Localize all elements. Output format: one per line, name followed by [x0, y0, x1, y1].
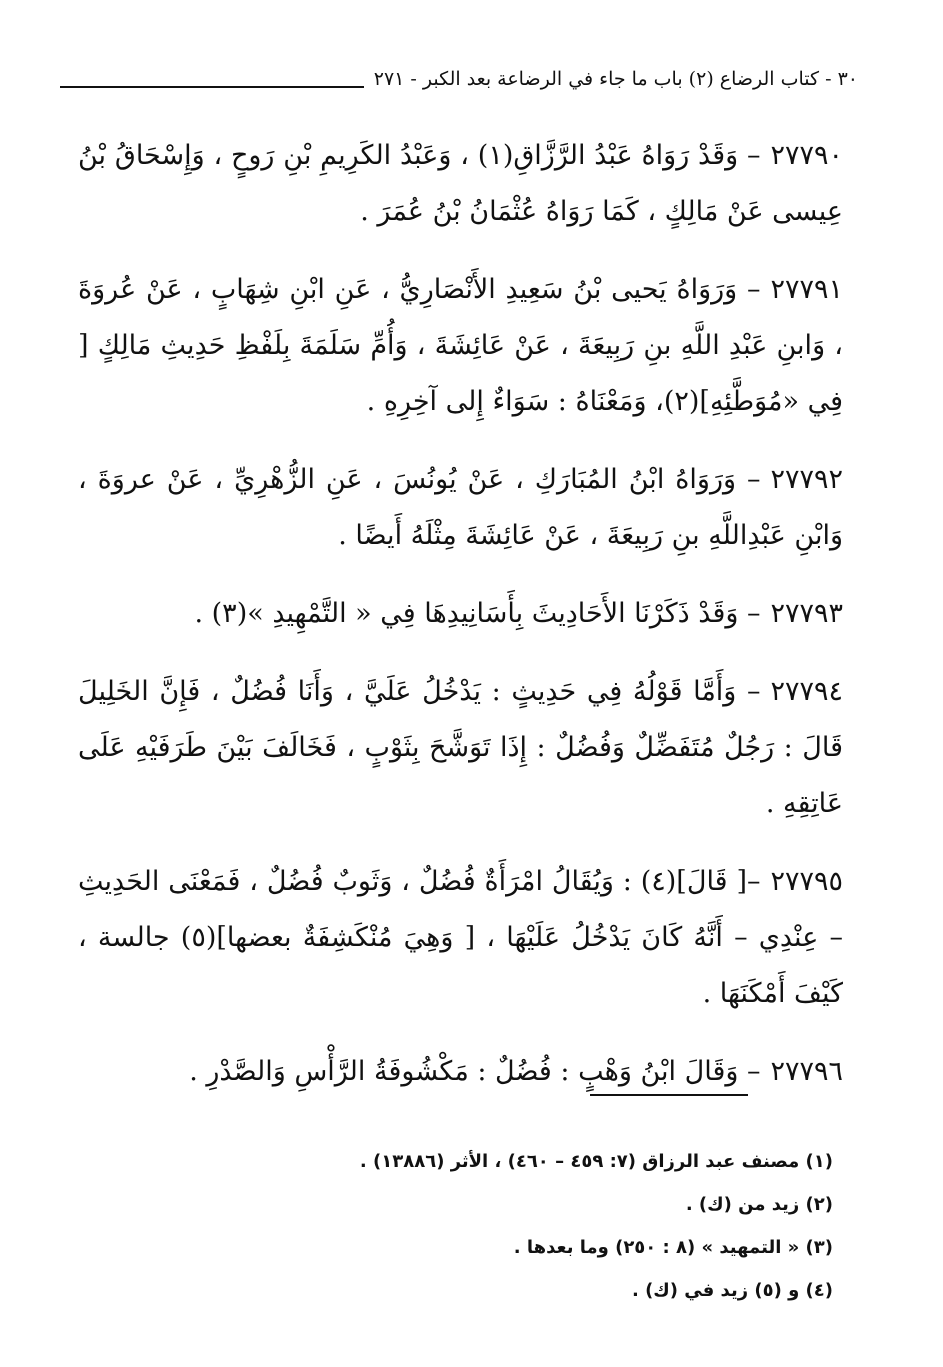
footnote: (٤) و (٥) زيد في (ك) .: [631, 1280, 833, 1301]
paragraph-number: ٢٧٧٩٦: [770, 1056, 843, 1087]
paragraph-number: ٢٧٧٩٤: [770, 676, 843, 707]
paragraph-text: – وَرَوَاهُ يَحيى بْنُ سَعِيدِ الأَنْصَارِيُّ ، عَنِ ابْنِ شِهَابٍ ، عَنْ عُروَةَ ، وَابنِ عَبْدِ اللَّهِ بنِ رَبِيعَةَ ، عَنْ عَائِشَةَ ، وَأُمِّ سَلَمَةَ بِلَفْظِ حَدِيثِ مَالِكٍ [ فِي «مُوَطَّئِهِ](٢)، وَمَعْنَاهُ : سَوَاءٌ إِلى آخِرِهِ .: [78, 274, 843, 417]
paragraph: [78, 586, 843, 642]
paragraph-text: – وَقَالَ ابْنُ وَهْبٍ : فُضُلٌ : مَكْشُوفَةُ الرَّأْسِ وَالصَّدْرِ .: [189, 1056, 761, 1087]
footnotes: [80, 1140, 833, 1312]
paragraph: [78, 452, 843, 564]
paragraph-number: ٢٧٧٩٥: [770, 866, 843, 897]
paragraph-text: – وَأَمَّا قَوْلُهُ فِي حَدِيثٍ : يَدْخُلُ عَلَيَّ ، وَأَنَا فُضُلٌ ، فَإِنَّ الخَلِيلَ قَالَ : رَجُلٌ مُتَفَضِّلٌ وَفُضُلٌ : إِذَا تَوَشَّحَ بِثَوْبٍ ، فَخَالَفَ بَيْنَ طَرَفَيْهِ عَلَى عَاتِقِهِ .: [78, 676, 843, 819]
paragraph-text: – وَقَدْ رَوَاهُ عَبْدُ الرَّزَّاقِ(١) ، وَعَبْدُ الكَرِيمِ بْنِ رَوحٍ ، وَإِسْحَاقُ بْنُ عِيسى عَنْ مَالِكٍ ، كَمَا رَوَاهُ عُثْمَانُ بْنُ عُمَرَ .: [78, 140, 843, 227]
footnote: (٣) « التمهيد » (٨ : ٢٥٠) وما بعدها .: [513, 1237, 833, 1258]
paragraph-number: ٢٧٧٩٣: [770, 598, 843, 629]
running-header: [60, 62, 858, 96]
paragraph: [78, 128, 843, 240]
header-rule: [60, 86, 364, 88]
paragraph-text: – وَقَدْ ذَكَرْنَا الأَحَادِيثَ بِأَسَانِيدِهَا فِي « التَّمْهِيدِ »(٣) .: [194, 598, 761, 629]
paragraph-number: ٢٧٧٩٠: [770, 140, 843, 171]
footnote-separator: [590, 1094, 748, 1096]
paragraph: [78, 262, 843, 430]
main-text: [78, 128, 843, 1122]
paragraph-text: –[ قَالَ](٤) : وَيُقَالُ امْرَأَةٌ فُضُلٌ ، وَثَوبٌ فُضُلٌ ، فَمَعْنَى الحَدِيثِ – عِنْدِي – أَنَّهُ كَانَ يَدْخُلُ عَلَيْهَا ، [ وَهِيَ مُنْكَشِفَةٌ بعضها](٥) جالسة ، كَيْفَ أَمْكَنَهَا .: [78, 866, 843, 1009]
header-title: ٣٠ - كتاب الرضاع (٢) باب ما جاء في الرضاعة بعد الكبر - ٢٧١: [373, 68, 858, 90]
paragraph: [78, 664, 843, 832]
paragraph: [78, 1044, 843, 1100]
footnote: (٢) زيد من (ك) .: [685, 1194, 833, 1215]
paragraph-number: ٢٧٧٩٢: [770, 464, 843, 495]
footnote: (١) مصنف عبد الرزاق (٧: ٤٥٩ – ٤٦٠) ، الأثر (١٣٨٨٦) .: [359, 1151, 833, 1172]
paragraph-number: ٢٧٧٩١: [770, 274, 843, 305]
paragraph-text: – وَرَوَاهُ ابْنُ المُبَارَكِ ، عَنْ يُونُسَ ، عَنِ الزُّهْرِيِّ ، عَنْ عروَةَ ، وَابْنِ عَبْدِاللَّهِ بنِ رَبِيعَةَ ، عَنْ عَائِشَةَ مِثْلَهُ أَيضًا .: [78, 464, 843, 551]
paragraph: [78, 854, 843, 1022]
